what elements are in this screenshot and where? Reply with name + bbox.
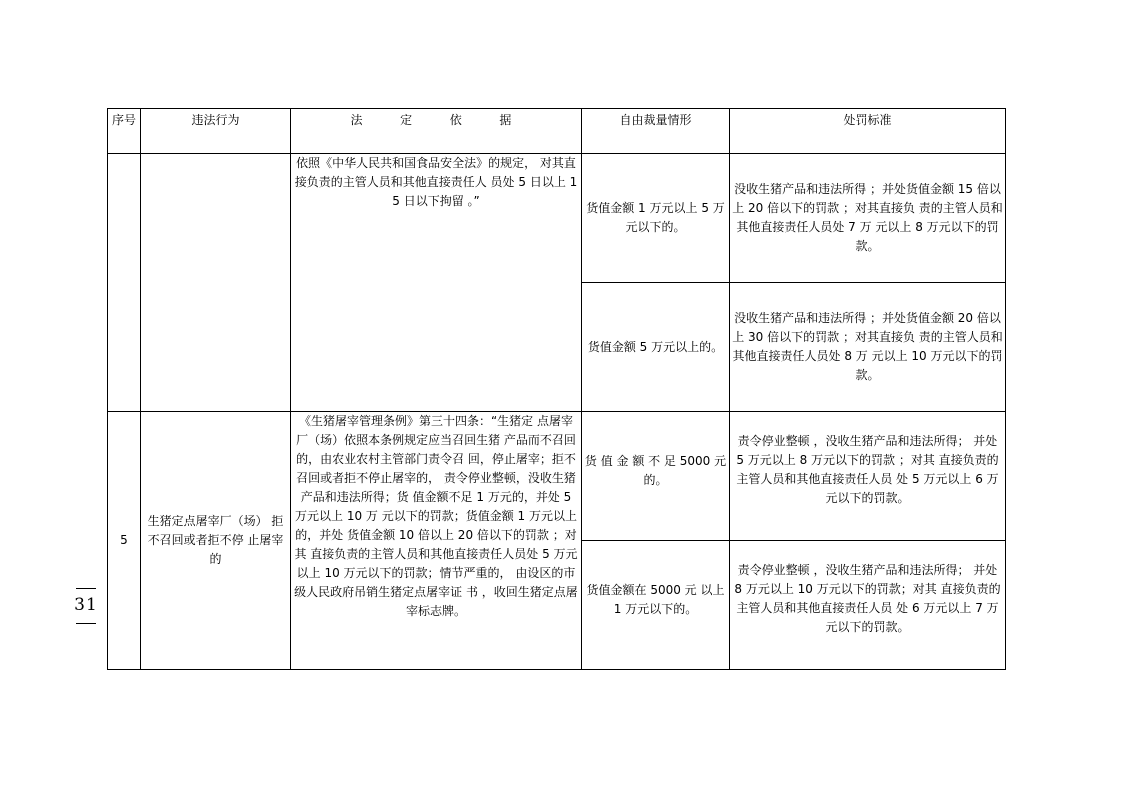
page-number-dash-bottom	[76, 623, 96, 624]
prev-discretion-1: 货值金额 1 万元以上 5 万元以下的。	[582, 154, 730, 283]
prev-penalty-2: 没收生猪产品和违法所得 ；并处货值金额 20 倍以上 30 倍以下的罚款 ；对其直接负 责的主管人员和其他直接责任人员处 8 万 元以上 10 万元以下的罚款。	[730, 283, 1006, 412]
header-seq: 序号	[108, 109, 141, 154]
header-penalty: 处罚标准	[730, 109, 1006, 154]
table-header-row	[108, 109, 1006, 154]
page-number	[72, 588, 100, 624]
row5-penalty-2: 责令停业整顿 ，没收生猪产品和违法所得； 并处 8 万元以上 10 万元以下的罚款；对其 直接负责的主管人员和其他直接责任人员 处 6 万元以上 7 万元以下的罚款。	[730, 541, 1006, 670]
row5-discretion-1: 货 值 金 额 不 足 5000 元的。	[582, 412, 730, 541]
header-violation: 违法行为	[141, 109, 291, 154]
header-legal-basis: 法 定 依 据	[291, 109, 582, 154]
prev-seq-cell	[108, 154, 141, 412]
row5-seq-cell: 5	[108, 412, 141, 670]
row5-discretion-2: 货值金额在 5000 元 以上 1 万元以下的。	[582, 541, 730, 670]
table-row	[108, 154, 1006, 283]
row5-violation-cell: 生猪定点屠宰厂（场） 拒不召回或者拒不停 止屠宰的	[141, 412, 291, 670]
row5-legal-basis-cell: 《生猪屠宰管理条例》第三十四条：“生猪定 点屠宰厂（场）依照本条例规定应当召回生猪 产品而不召回的，由农业农村主管部门责令召 回，停止屠宰；拒不召回或者拒不停止屠宰的， 责令停业整顿，没收生猪产品和违法所得；货 值金额不足 1 万元的，并处 5 万元以上 10 万 元以下的罚款；货值金额 1 万元以上的，并处 货值金额 10 倍以上 20 倍以下的罚款 ；对其 直接负责的主管人员和其他直接责任人员处 5 万元以上 10 万元以下的罚款；情节严重的， 由设区的市级人民政府吊销生猪定点屠宰证 书 ，收回生猪定点屠宰标志牌。	[291, 412, 582, 670]
header-discretion: 自由裁量情形	[582, 109, 730, 154]
row5-penalty-1: 责令停业整顿 ，没收生猪产品和违法所得； 并处 5 万元以上 8 万元以下的罚款 ；对其 直接负责的主管人员和其他直接责任人员 处 5 万元以上 6 万元以下的罚款。	[730, 412, 1006, 541]
prev-penalty-1: 没收生猪产品和违法所得 ；并处货值金额 15 倍以上 20 倍以下的罚款 ；对其直接负 责的主管人员和其他直接责任人员处 7 万 元以上 8 万元以下的罚款。	[730, 154, 1006, 283]
prev-violation-cell	[141, 154, 291, 412]
prev-discretion-2: 货值金额 5 万元以上的。	[582, 283, 730, 412]
page-number-dash-top	[76, 588, 96, 589]
table-row	[108, 412, 1006, 541]
penalty-standard-table	[107, 108, 1006, 670]
page-number-value: 31	[74, 595, 98, 615]
prev-legal-basis-cell: 依照《中华人民共和国食品安全法》的规定， 对其直接负责的主管人员和其他直接责任人 员处 5 日以上 15 日以下拘留 。”	[291, 154, 582, 412]
